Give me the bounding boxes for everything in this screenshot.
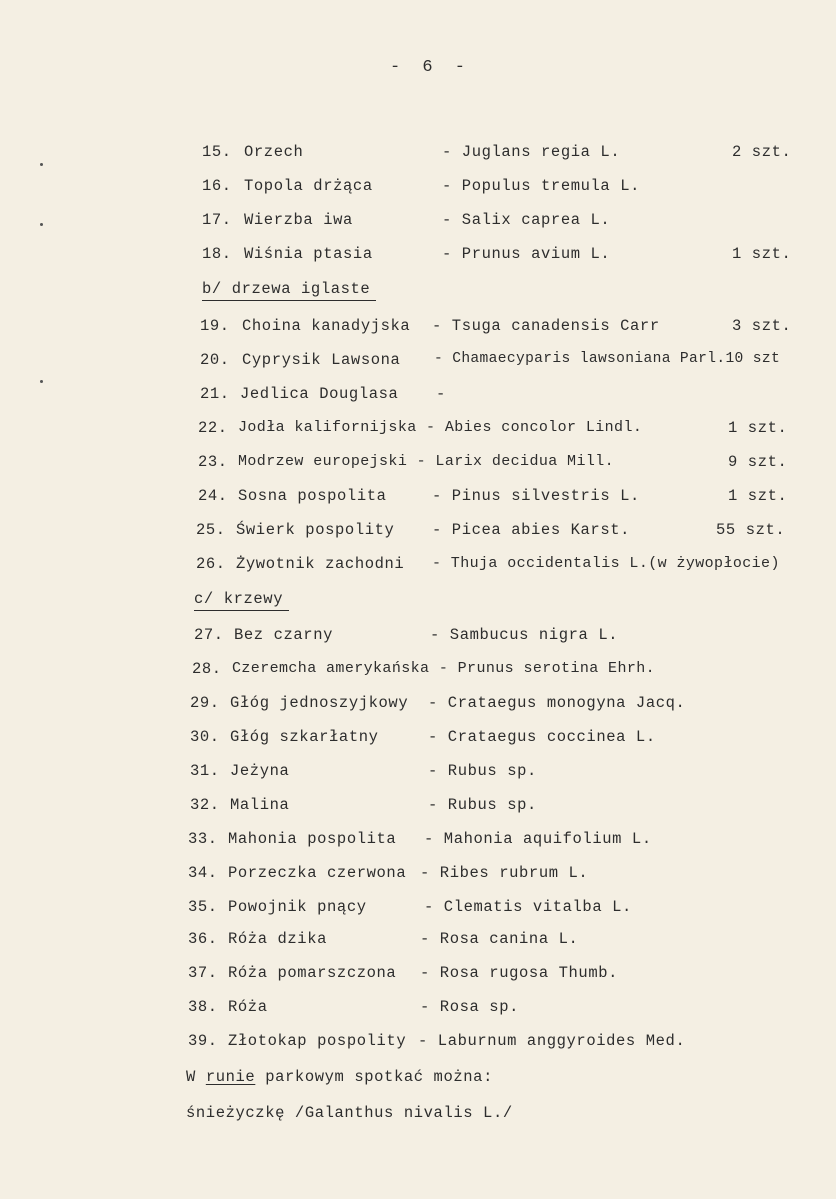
item-name: Głóg jednoszyjkowy — [230, 694, 409, 712]
item-latin: - Picea abies Karst. — [432, 521, 631, 539]
item-name: Topola drżąca — [244, 177, 373, 195]
list-item — [0, 555, 836, 581]
item-name: Głóg szkarłatny — [230, 728, 379, 746]
item-latin: - Rosa rugosa Thumb. — [420, 964, 619, 982]
list-item — [0, 762, 836, 788]
list-item — [0, 694, 836, 720]
list-item — [0, 660, 836, 686]
item-number: 32. — [190, 796, 220, 814]
list-item — [0, 626, 836, 652]
note-line — [186, 1068, 493, 1086]
list-item — [0, 728, 836, 754]
list-item — [0, 419, 836, 445]
item-latin: - Prunus avium L. — [442, 245, 611, 263]
item-latin: - Thuja occidentalis L.(w żywopłocie) — [432, 555, 780, 572]
item-name: Modrzew europejski - Larix decidua Mill. — [238, 453, 615, 470]
list-item — [0, 964, 836, 990]
item-name: Mahonia pospolita — [228, 830, 397, 848]
item-number: 27. — [194, 626, 224, 644]
item-name: Powojnik pnący — [228, 898, 367, 916]
item-qty: 2 szt. — [732, 143, 792, 161]
item-number: 21. — [200, 385, 230, 403]
item-name: Orzech — [244, 143, 304, 161]
item-number: 30. — [190, 728, 220, 746]
item-number: 24. — [198, 487, 228, 505]
list-item — [0, 998, 836, 1024]
item-number: 25. — [196, 521, 226, 539]
list-item — [0, 864, 836, 890]
item-qty: 1 szt. — [728, 487, 788, 505]
item-name: Jodła kalifornijska - Abies concolor Lindl. — [238, 419, 643, 436]
list-item — [0, 385, 836, 411]
item-number: 36. — [188, 930, 218, 948]
note-underlined-word: runie — [205, 1068, 256, 1086]
list-item — [0, 317, 836, 343]
list-item — [0, 830, 836, 856]
item-name: Jeżyna — [230, 762, 290, 780]
item-number: 23. — [198, 453, 228, 471]
item-number: 16. — [202, 177, 232, 195]
item-number: 28. — [192, 660, 222, 678]
item-latin: - Rosa sp. — [420, 998, 520, 1016]
item-latin: - Rubus sp. — [428, 796, 537, 814]
item-qty: 3 szt. — [732, 317, 792, 335]
item-latin: - Tsuga canadensis Carr — [432, 317, 660, 335]
item-latin: - Juglans regia L. — [442, 143, 621, 161]
section-heading-shrubs: c/ krzewy — [194, 590, 284, 608]
item-name: Róża pomarszczona — [228, 964, 397, 982]
item-latin: - Populus tremula L. — [442, 177, 641, 195]
list-item — [0, 351, 836, 377]
item-name: Cyprysik Lawsona — [242, 351, 401, 369]
item-number: 18. — [202, 245, 232, 263]
item-qty: 9 szt. — [728, 453, 788, 471]
list-item — [0, 177, 836, 203]
list-item — [0, 453, 836, 479]
item-name: Czeremcha amerykańska - Prunus serotina Ehrh. — [232, 660, 656, 677]
note-suffix: parkowym spotkać można: — [255, 1068, 493, 1086]
item-name: Róża dzika — [228, 930, 328, 948]
list-item — [0, 521, 836, 547]
item-latin: - Clematis vitalba L. — [424, 898, 632, 916]
list-item — [0, 245, 836, 271]
item-name: Malina — [230, 796, 290, 814]
item-latin: - Pinus silvestris L. — [432, 487, 640, 505]
item-number: 22. — [198, 419, 228, 437]
item-latin: - Crataegus coccinea L. — [428, 728, 656, 746]
item-qty: 1 szt. — [728, 419, 788, 437]
item-name: Róża — [228, 998, 268, 1016]
list-item — [0, 930, 836, 956]
list-item — [0, 143, 836, 169]
item-latin: - Chamaecyparis lawsoniana Parl.10 szt — [434, 351, 781, 367]
note-prefix: W — [186, 1068, 206, 1086]
item-latin: - Mahonia aquifolium L. — [424, 830, 652, 848]
item-latin: - Ribes rubrum L. — [420, 864, 589, 882]
note-line: śnieżyczkę /Galanthus nivalis L./ — [186, 1104, 513, 1122]
item-qty: 1 szt. — [732, 245, 792, 263]
item-name: Jedlica Douglasa — [240, 385, 399, 403]
item-name: Wierzba iwa — [244, 211, 353, 229]
item-number: 31. — [190, 762, 220, 780]
item-latin: - Rosa canina L. — [420, 930, 579, 948]
item-number: 38. — [188, 998, 218, 1016]
item-number: 39. — [188, 1032, 218, 1050]
item-name: Choina kanadyjska — [242, 317, 411, 335]
item-number: 20. — [200, 351, 230, 369]
margin-mark — [40, 380, 43, 383]
item-latin: - Rubus sp. — [428, 762, 537, 780]
list-item — [0, 1032, 836, 1058]
item-latin: - Crataegus monogyna Jacq. — [428, 694, 686, 712]
item-latin: - Sambucus nigra L. — [430, 626, 619, 644]
item-latin: - — [436, 385, 446, 403]
item-number: 34. — [188, 864, 218, 882]
item-number: 33. — [188, 830, 218, 848]
item-number: 29. — [190, 694, 220, 712]
item-latin: - Laburnum anggyroides Med. — [418, 1032, 686, 1050]
item-qty: 55 szt. — [716, 521, 786, 539]
page-number: - 6 - — [390, 58, 472, 77]
item-number: 37. — [188, 964, 218, 982]
list-item — [0, 796, 836, 822]
list-item — [0, 211, 836, 237]
item-name: Porzeczka czerwona — [228, 864, 407, 882]
item-name: Świerk pospolity — [236, 521, 395, 539]
item-name: Bez czarny — [234, 626, 334, 644]
list-item — [0, 487, 836, 513]
item-number: 26. — [196, 555, 226, 573]
item-name: Złotokap pospolity — [228, 1032, 407, 1050]
item-name: Sosna pospolita — [238, 487, 387, 505]
item-number: 17. — [202, 211, 232, 229]
item-number: 15. — [202, 143, 232, 161]
list-item — [0, 898, 836, 924]
item-name: Żywotnik zachodni — [236, 555, 405, 573]
item-number: 35. — [188, 898, 218, 916]
item-latin: - Salix caprea L. — [442, 211, 611, 229]
item-number: 19. — [200, 317, 230, 335]
item-name: Wiśnia ptasia — [244, 245, 373, 263]
section-heading-conifers: b/ drzewa iglaste — [202, 280, 371, 298]
